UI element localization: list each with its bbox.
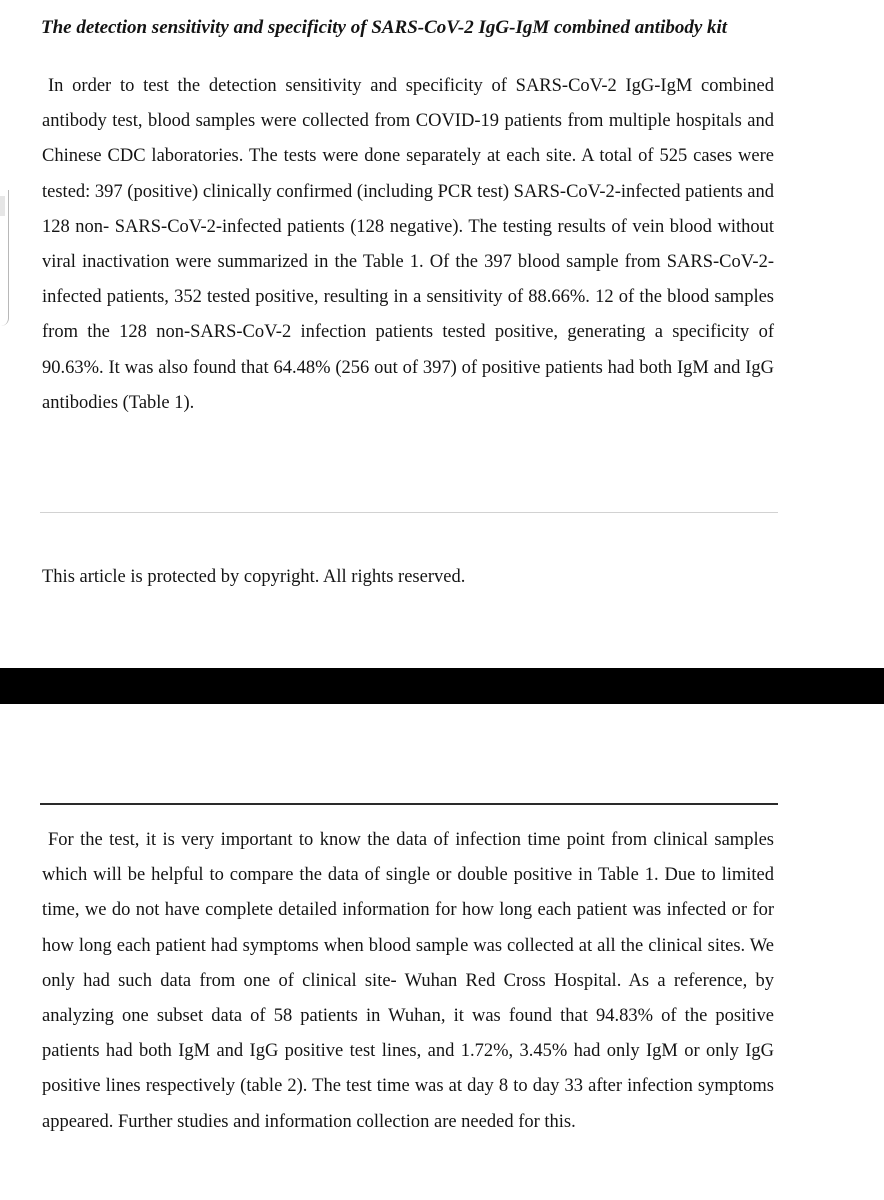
copyright-notice: This article is protected by copyright. All rights reserved. [42,567,466,587]
body-paragraph-1: In order to test the detection sensitivity and specificity of SARS-CoV-2 IgG-IgM combined antibody test, blood samples were collected from COVID-19 patients from multiple hospitals and Chinese CDC laboratories. The tests were done separately at each site. A total of 525 cases were tested: 397 (positive) clinically confirmed (including PCR test) SARS-CoV-2-infected patients and 128 non- SARS-CoV-2-infected patients (128 negative). The testing results of vein blood without viral inactivation were summarized in the Table 1. Of the 397 blood sample from SARS-CoV-2-infected patients, 352 tested positive, resulting in a sensitivity of 88.66%. 12 of the blood samples from the 128 non-SARS-CoV-2 infection patients tested positive, generating a specificity of 90.63%. It was also found that 64.48% (256 out of 397) of positive patients had both IgM and IgG antibodies (Table 1). [42,76,774,413]
page-divider [40,512,778,513]
page-break-band [0,668,884,704]
section-title: The detection sensitivity and specificity of SARS-CoV-2 IgG-IgM combined antibody kit [41,17,728,38]
margin-tick [0,196,5,216]
section-divider [40,803,778,805]
body-paragraph-2: For the test, it is very important to know the data of infection time point from clinical samples which will be helpful to compare the data of single or double positive in Table 1. Due to limited time, we do not have complete detailed information for how long each patient was infected or for how long each patient had symptoms when blood sample was collected at all the clinical sites. We only had such data from one of clinical site- Wuhan Red Cross Hospital. As a reference, by analyzing one subset data of 58 patients in Wuhan, it was found that 94.83% of the positive patients had both IgM and IgG positive test lines, and 1.72%, 3.45% had only IgM or only IgG positive lines respectively (table 2). The test time was at day 8 to day 33 after infection symptoms appeared. Further studies and information collection are needed for this. [42,830,774,1132]
